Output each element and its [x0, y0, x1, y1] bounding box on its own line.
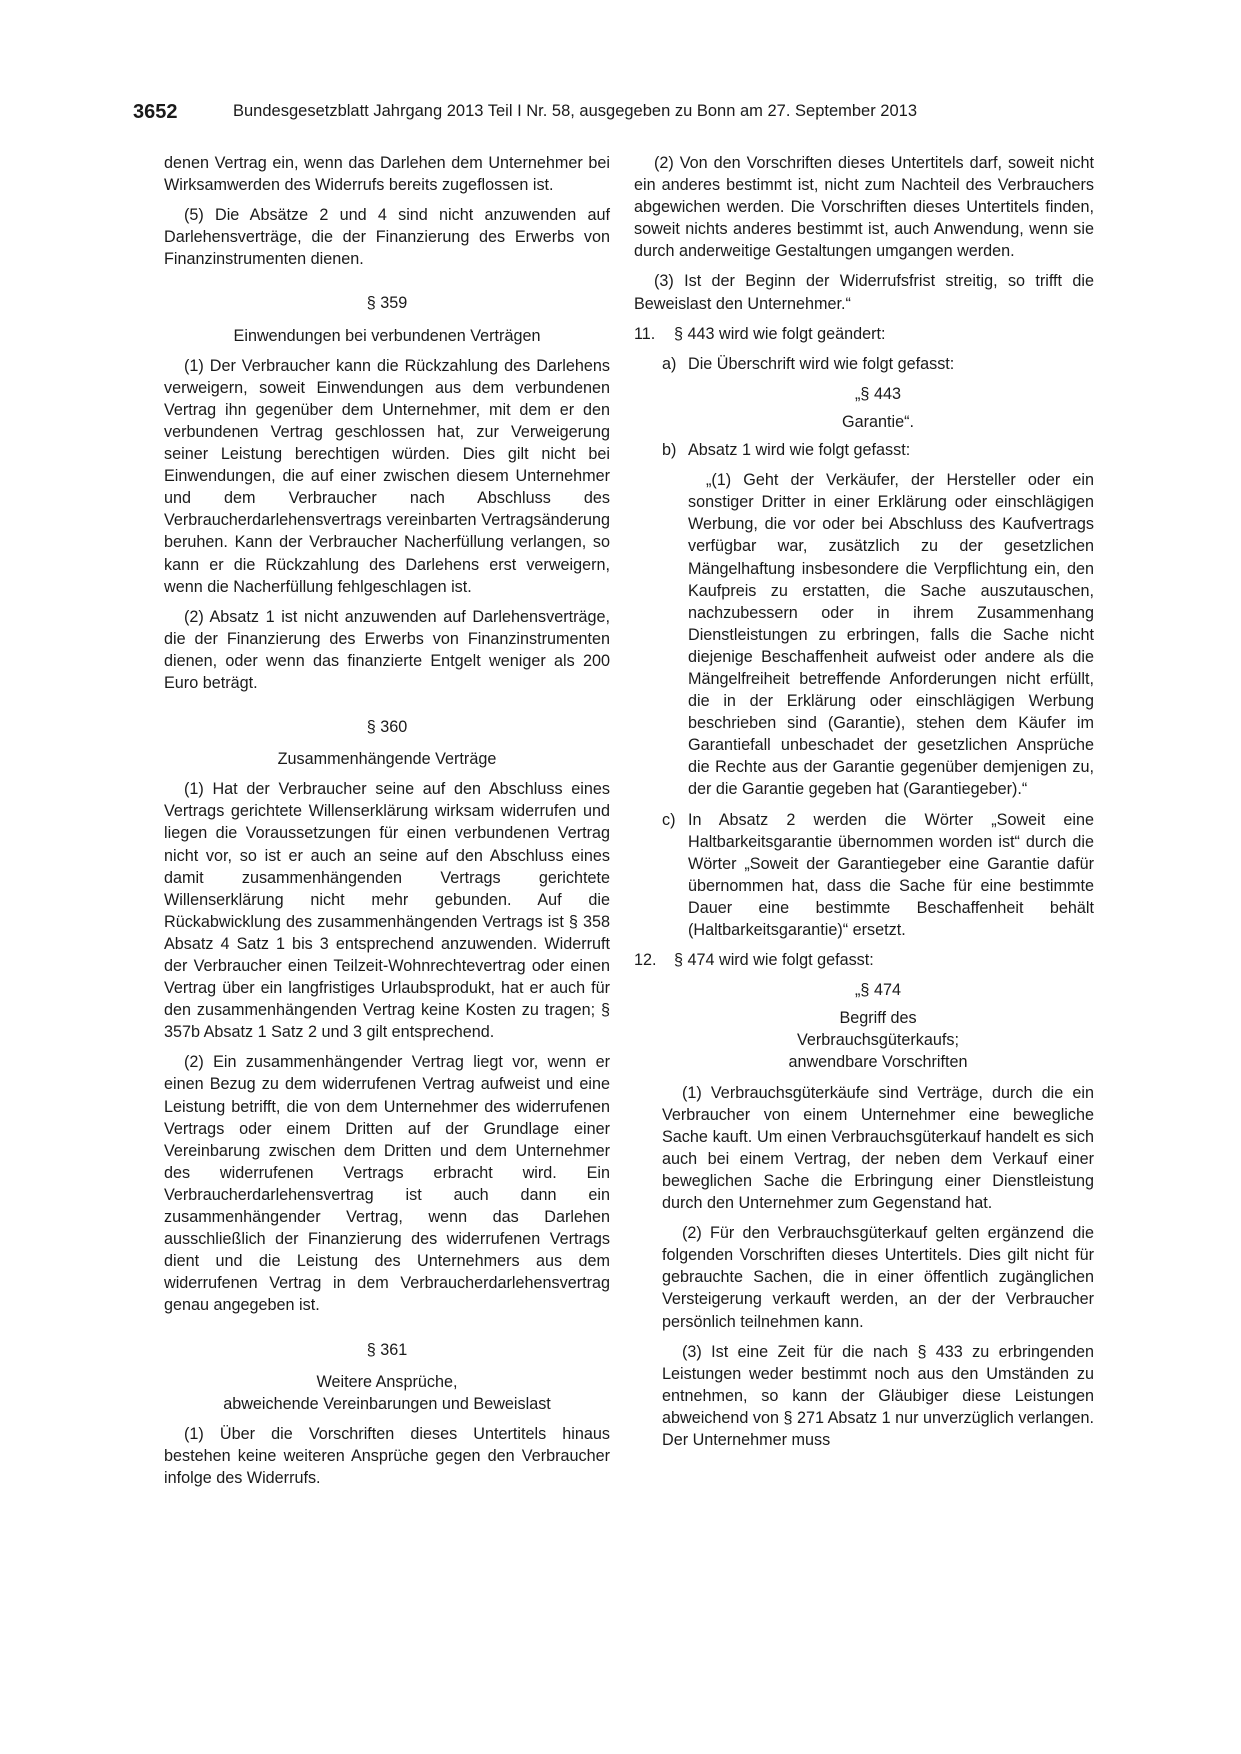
quoted-section-number: „§ 474: [855, 981, 901, 1000]
section-number: § 360: [366, 718, 408, 737]
paragraph: (3) Ist eine Zeit für die nach § 433 zu erbringenden Leistungen weder bestimmt noch aus den Umständen zu entnehmen, so kann der Gläubiger diese Leistungen abweichend von § 271 Absatz 1 nur unverzüglich verlangen. Der Unternehmer muss: [662, 1342, 1094, 1449]
sub-item: [662, 439, 1094, 461]
sub-item: [662, 353, 1094, 375]
sub-item-label: b): [662, 441, 677, 460]
list-item: [634, 323, 1094, 345]
paragraph: (2) Absatz 1 ist nicht anzuwenden auf Darlehensverträge, die der Finanzierung des Erwerbs von Finanzinstrumenten dienen, oder wenn das finanzierte Entgelt weniger als 200 Euro beträgt.: [164, 607, 610, 692]
section-title: anwendbare Vorschriften: [788, 1053, 968, 1072]
item-text: § 443 wird wie folgt geändert:: [674, 324, 886, 343]
right-column: [634, 152, 1094, 1459]
paragraph: (1) Über die Vorschriften dieses Untertitels hinaus bestehen keine weiteren Ansprüche gegen den Verbraucher infolge des Widerrufs.: [164, 1424, 610, 1487]
paragraph: (2) Von den Vorschriften dieses Untertitels darf, soweit nicht ein anderes bestimmt ist, nicht zum Nachteil des Verbrauchers abgewichen werden. Die Vorschriften dieses Untertitels finden, soweit nichts anderes bestimmt ist, auch Anwendung, wenn sie durch anderweitige Gestaltungen umgangen werden.: [634, 154, 1094, 261]
paragraph: denen Vertrag ein, wenn das Darlehen dem Unternehmer bei Wirksamwerden des Widerrufs bereits zugeflossen ist.: [164, 154, 610, 195]
section-number: § 359: [366, 294, 408, 313]
section-title: abweichende Vereinbarungen und Beweislast: [223, 1394, 551, 1413]
page-number: 3652: [133, 101, 178, 123]
section-title: Verbrauchsgüterkaufs;: [797, 1031, 959, 1050]
sub-item-label: c): [662, 810, 676, 829]
section-number: § 361: [366, 1340, 408, 1359]
section-title: Zusammenhängende Verträge: [277, 750, 497, 769]
paragraph: (1) Verbrauchsgüterkäufe sind Verträge, durch die ein Verbraucher von einem Unternehmer eine bewegliche Sache kauft. Um einen Verbrauchsgüterkauf handelt es sich auch bei einem Vertrag, der neben dem Verkauf einer beweglichen Sache die Erbringung einer Dienstleistung durch den Unternehmer zum Gegenstand hat.: [662, 1083, 1094, 1213]
section-title: Begriff des: [839, 1009, 917, 1028]
paragraph: (3) Ist der Beginn der Widerrufsfrist streitig, so trifft die Beweislast den Unternehmer.“: [634, 272, 1094, 313]
running-head: Bundesgesetzblatt Jahrgang 2013 Teil I Nr. 58, ausgegeben zu Bonn am 27. September 2013: [233, 102, 918, 120]
paragraph: (5) Die Absätze 2 und 4 sind nicht anzuwenden auf Darlehensverträge, die der Finanzierung des Erwerbs von Finanzinstrumenten dienen.: [164, 206, 610, 269]
quoted-text: „(1) Geht der Verkäufer, der Hersteller oder ein sonstiger Dritter in einer Erklärung oder einschlägigen Werbung, die vor oder bei Abschluss des Kaufvertrags verfügbar war, zusätzlich zu der gesetzlichen Mängelhaftung insbesondere die Verpflichtung ein, den Kaufpreis zu erstatten, die Sache auszutauschen, nachzubessern oder in ihrem Zusammenhang Dienstleistungen zu erbringen, falls die Sache nicht diejenige Beschaffenheit aufweist oder andere als die Mängelfreiheit betreffende Anforderungen nicht erfüllt, die in der Erklärung oder einschlägigen Werbung beschrieben sind (Garantie), stehen dem Käufer im Garantiefall unbeschadet der gesetzlichen Ansprüche die Rechte aus der Garantie gegenüber demjenigen zu, der die Garantie gegeben hat (Garantiegeber).“: [688, 471, 1094, 799]
sub-item-text: Die Überschrift wird wie folgt gefasst:: [688, 354, 955, 373]
sub-item-label: a): [662, 354, 677, 373]
paragraph: (2) Ein zusammenhängender Vertrag liegt vor, wenn er einen Bezug zu dem widerrufenen Vertrag aufweist und eine Leistung betrifft, die von dem Unternehmer des widerrufenen Vertrags oder einem Dritten auf der Grundlage einer Vereinbarung zwischen dem Dritten und dem Unternehmer des widerrufenen Vertrags erbracht wird. Ein Verbraucherdarlehensvertrag ist auch dann ein zusammenhängender Vertrag, wenn das Darlehen ausschließlich der Finanzierung des widerrufenen Vertrags dient und die Leistung des Unternehmers aus dem widerrufenen Vertrag in dem Verbraucherdarlehensvertrag genau angegeben ist.: [164, 1053, 610, 1315]
item-number: 11.: [634, 324, 656, 343]
page-header: [133, 101, 1013, 131]
section-title: Einwendungen bei verbundenen Verträgen: [233, 326, 541, 345]
paragraph: (1) Der Verbraucher kann die Rückzahlung des Darlehens verweigern, soweit Einwendungen aus dem verbundenen Vertrag ihn gegenüber dem Unternehmer, mit dem er den verbundenen Vertrag geschlossen hat, zur Verweigerung seiner Leistung berechtigen würden. Dies gilt nicht bei Einwendungen, die auf einer zwischen diesem Unternehmer und dem Verbraucher nach Abschluss des Verbraucherdarlehensvertrags vereinbarten Vertragsänderung beruhen. Kann der Verbraucher Nacherfüllung verlangen, so kann er die Rückzahlung des Darlehens erst verweigern, wenn die Nacherfüllung fehlgeschlagen ist.: [164, 356, 610, 596]
sub-item-text: Absatz 1 wird wie folgt gefasst:: [688, 441, 911, 460]
item-text: § 474 wird wie folgt gefasst:: [674, 951, 874, 970]
paragraph: (2) Für den Verbrauchsgüterkauf gelten ergänzend die folgenden Vorschriften dieses Untertitels. Dies gilt nicht für gebrauchte Sachen, die in einer öffentlich zugänglichen Versteigerung verkauft werden, an der der Verbraucher persönlich teilnehmen kann.: [662, 1224, 1094, 1331]
quoted-section-number: „§ 443: [855, 384, 901, 403]
sub-item-text: In Absatz 2 werden die Wörter „Soweit eine Haltbarkeitsgarantie übernommen worden ist“ durch die Wörter „Soweit der Garantiegeber eine Garantie dafür übernommen hat, dass die Sache für eine bestimmte Dauer eine bestimmte Beschaffenheit behält (Haltbarkeitsgarantie)“ ersetzt.: [688, 810, 1094, 939]
list-item: [634, 949, 1094, 971]
quoted-section-title: Garantie“.: [842, 412, 914, 431]
paragraph: (1) Hat der Verbraucher seine auf den Abschluss eines Vertrags gerichtete Willenserklärung wirksam widerrufen und liegen die Voraussetzungen für einen verbundenen Vertrag nicht vor, so ist er auch an seine auf den Abschluss eines damit zusammenhängenden Vertrags gerichtete Willenserklärung nicht mehr gebunden. Auf die Rückabwicklung des zusammenhängenden Vertrags ist § 358 Absatz 4 Satz 1 bis 3 entsprechend anzuwenden. Widerruft der Verbraucher einen Teilzeit-Wohnrechtevertrag oder einen Vertrag über ein langfristiges Urlaubsprodukt, hat er auch für den zusammenhängenden Vertrag keine Kosten zu tragen; § 357b Absatz 1 Satz 2 und 3 gilt entsprechend.: [164, 780, 610, 1042]
quoted-paragraph: [662, 469, 1094, 800]
left-column: [164, 152, 610, 1497]
item-number: 12.: [634, 951, 657, 970]
section-title: Weitere Ansprüche,: [316, 1372, 458, 1391]
sub-item: [662, 809, 1094, 942]
